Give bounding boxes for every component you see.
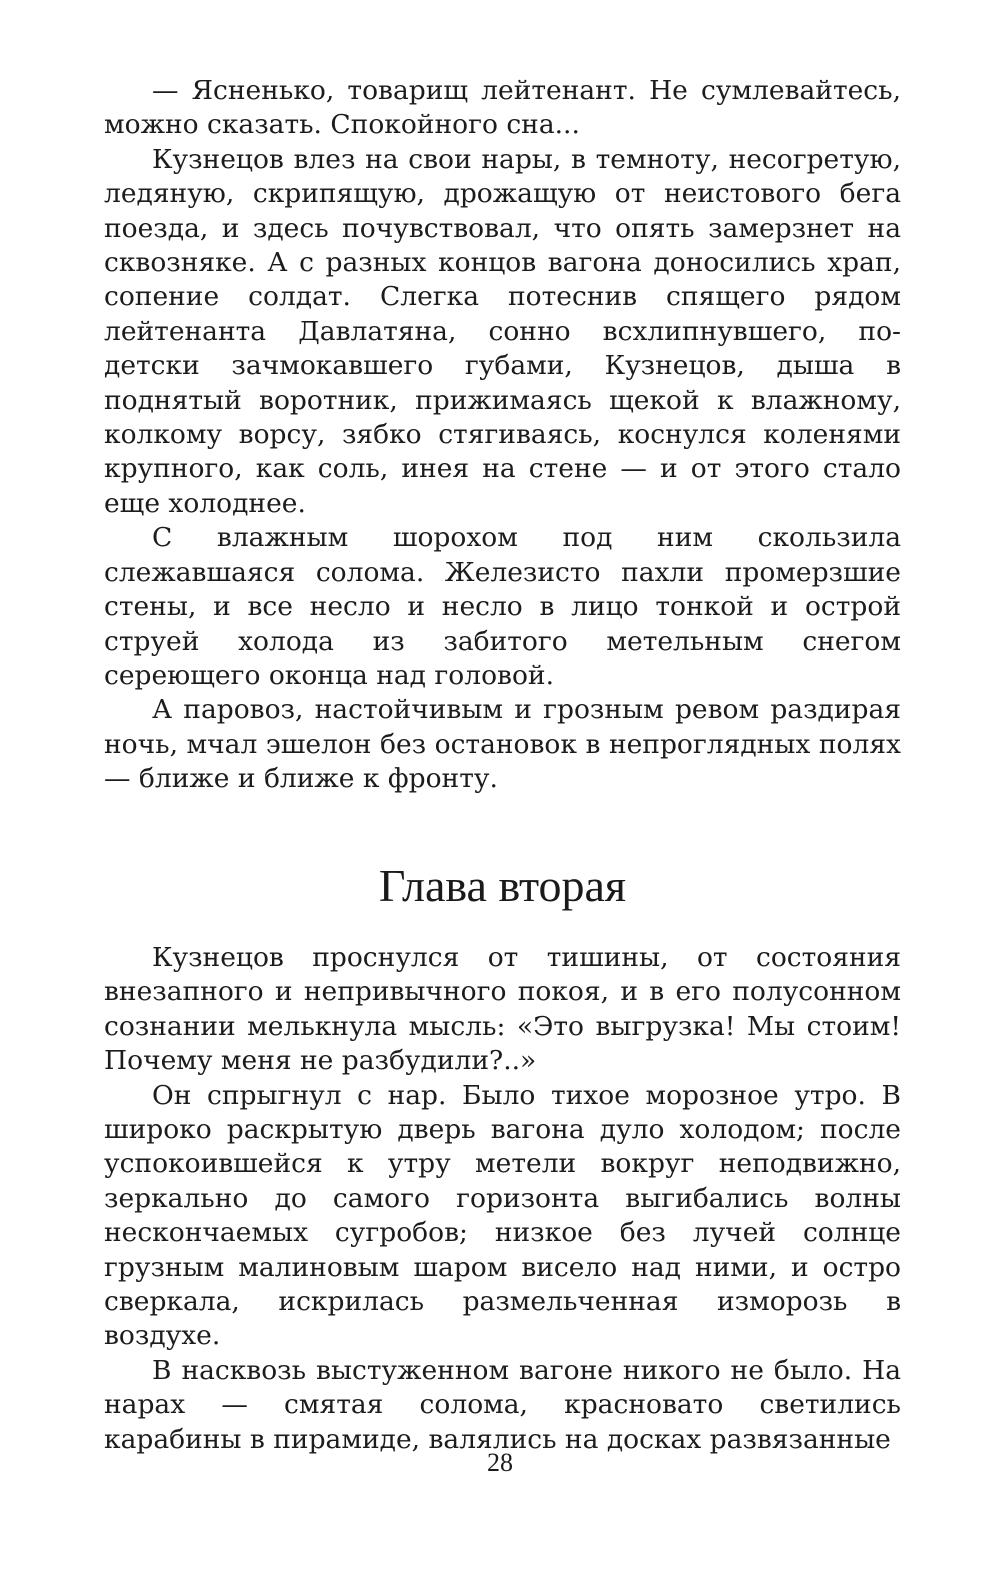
- paragraph: В насквозь выстуженном вагоне никого не было. На нарах — смятая солома, красновато светились карабины в пирамиде, валялись на досках развязанные: [104, 1354, 901, 1455]
- text-before-chapter: [104, 74, 901, 797]
- paragraph: Кузнецов проснулся от тишины, от состояния внезапного и непривычного покоя, и в его полусонном сознании мелькнула мысль: «Это выгрузка! Мы стоим! Почему меня не разбудили?..»: [104, 942, 901, 1077]
- paragraph: А паровоз, настойчивым и грозным ревом раздирая ночь, мчал эшелон без остановок в непроглядных полях — ближе и ближе к фронту.: [104, 694, 901, 795]
- paragraph: Он спрыгнул с нар. Было тихое морозное утро. В широко раскрытую дверь вагона дуло холодом; после успокоившейся к утру метели вокруг неподвижно, зеркально до самого горизонта выгибались волны нескончаемых сугробов; низкое без лучей солнце грузным малиновым шаром висело над ними, и остро сверкала, искрилась размельченная изморозь в воздухе.: [104, 1079, 901, 1352]
- paragraph-dialogue: — Ясненько, товарищ лейтенант. Не сумлевайтесь, можно сказать. Спокойного сна...: [104, 75, 901, 141]
- text-after-chapter: [104, 941, 901, 1457]
- paragraph: Кузнецов влез на свои нары, в темноту, несогретую, ледяную, скрипящую, дрожащую от неистового бега поезда, и здесь почувствовал, что опять замерзнет на сквозняке. А с разных концов вагона доносились храп, сопение солдат. Слегка потеснив спящего рядом лейтенанта Давлатяна, сонно всхлипнувшего, по-детски зачмокавшего губами, Кузнецов, дыша в поднятый воротник, прижимаясь щекой к влажному, колкому ворсу, зябко стягиваясь, коснулся коленями крупного, как соль, инея на стене — и от этого стало еще холоднее.: [104, 143, 901, 519]
- chapter-title: Глава вторая: [378, 860, 627, 911]
- paragraph: С влажным шорохом под ним скользила слежавшаяся солома. Железисто пахли промерзшие стены, и все несло и несло в лицо тонкой и острой струей холода из забитого метельным снегом сереющего оконца над головой.: [104, 522, 901, 691]
- page-number: 28: [487, 1448, 513, 1477]
